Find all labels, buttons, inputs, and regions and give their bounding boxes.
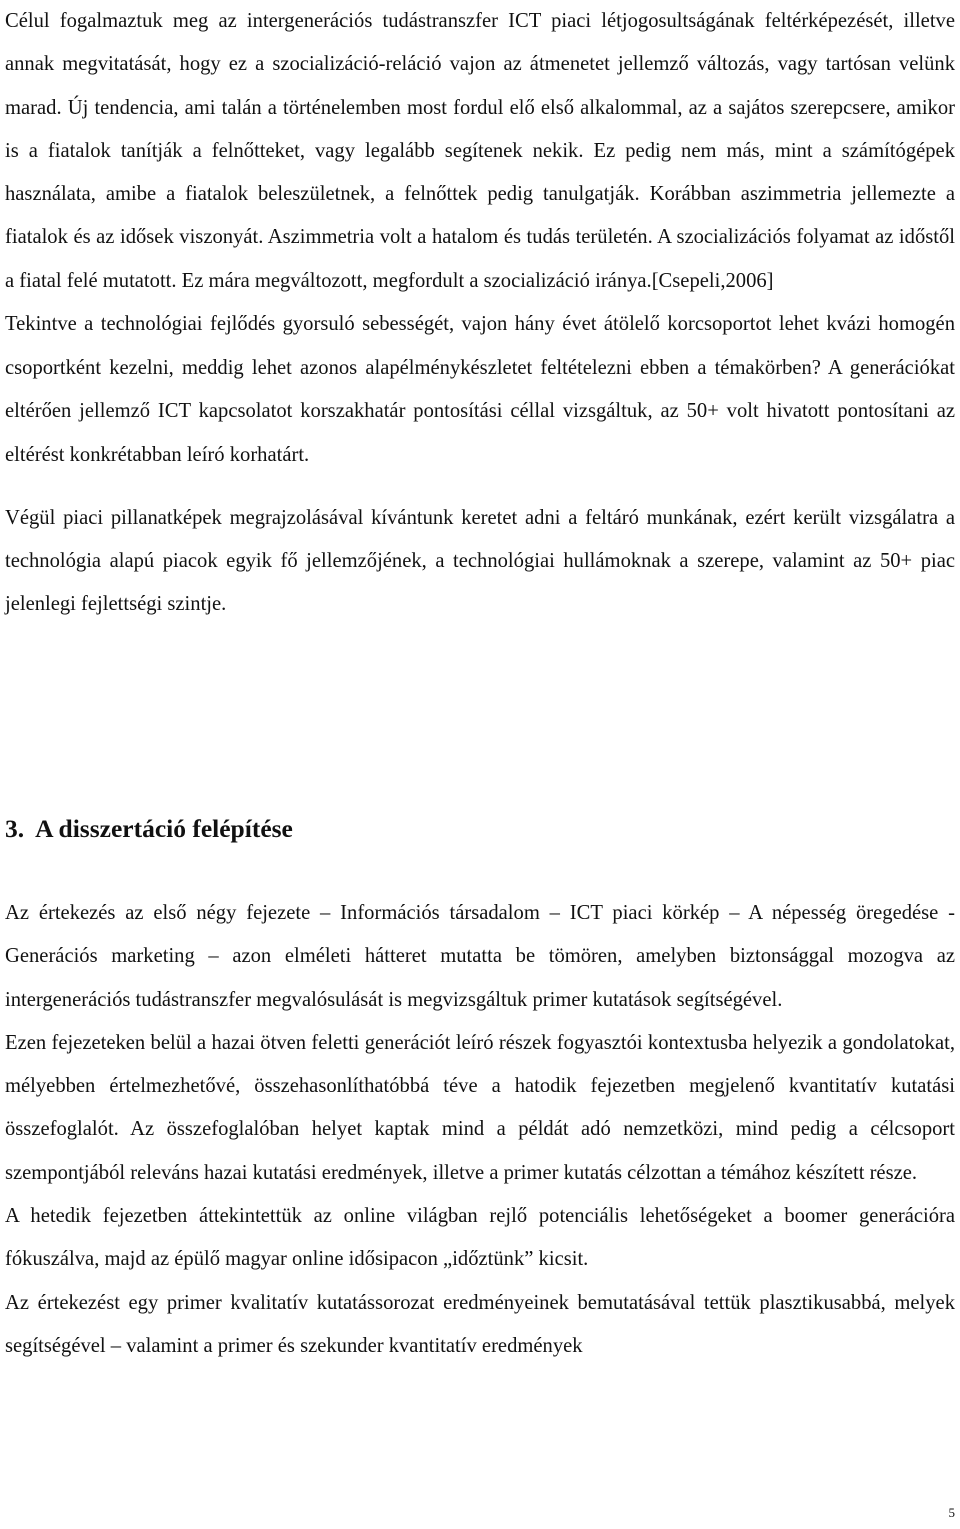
paragraph-qualitative-research: Az értekezést egy primer kvalitatív kutatássorozat eredményeinek bemutatásával tettük plasztikusabbá, melyek segítségével – valamint a primer és szekunder kvantitatív eredmények bbox=[5, 1291, 955, 1357]
document-page bbox=[5, 0, 955, 1357]
paragraph-chapter-context: Ezen fejezeteken belül a hazai ötven feletti generációt leíró részek fogyasztói kontextusba helyezik a gondolatokat, mélyebben értelmezhetővé, összehasonlíthatóbbá téve a hatodik fejezetben megjelenő kvantitatív kutatási összefoglalót. Az összefoglalóban helyet kaptak mind a példát adó nemzetközi, mind pedig a célcsoport szempontjából releváns hazai kutatási eredmények, illetve a primer kutatás célzottan a témához készített része. bbox=[5, 1031, 955, 1184]
paragraph-chapter-seven: A hetedik fejezetben áttekintettük az online világban rejlő potenciális lehetőségeket a boomer generációra fókuszálva, majd az épülő magyar online idősipacon „időztünk” kicsit. bbox=[5, 1205, 955, 1271]
section-title: A disszertáció felépítése bbox=[35, 814, 293, 843]
paragraph-technology-pace: Tekintve a technológiai fejlődés gyorsuló sebességét, vajon hány évet átölelő korcsoportot lehet kvázi homogén csoportként kezelni, meddig lehet azonos alapélménykészletet feltételezni ebben a témakörben? A generációkat eltérően jellemző ICT kapcsolatot korszakhatár pontosítási céllal vizsgáltuk, az 50+ volt hivatott pontosítani az eltérést konkrétabban leíró korhatárt. bbox=[5, 313, 955, 466]
section-heading bbox=[5, 814, 293, 844]
paragraph-structure-overview: Az értekezés az első négy fejezete – Információs társadalom – ICT piaci körkép – A népesség öregedése - Generációs marketing – azon elméleti hátteret mutatta be tömören, amelyben biztonsággal mozogva az intergenerációs tudástranszfer megvalósulását is megvizsgáltuk primer kutatások segítségével. bbox=[5, 902, 955, 1011]
paragraph-goal: Célul fogalmaztuk meg az intergenerációs tudástranszfer ICT piaci létjogosultságának feltérképezését, illetve annak megvitatását, hogy ez a szocializáció-reláció vajon az átmenetet jellemző változás, vagy tartósan velünk marad. Új tendencia, ami talán a történelemben most fordul elő első alkalommal, az a sajátos szerepcsere, amikor is a fiatalok tanítják a felnőtteket, vagy legalább segítenek nekik. Ez pedig nem más, mint a számítógépek használata, amibe a fiatalok beleszületnek, a felnőttek pedig tanulgatják. Korábban aszimmetria jellemezte a fiatalok és az idősek viszonyát. Aszimmetria volt a hatalom és tudás területén. A szocializációs folyamat az időstől a fiatal felé mutatott. Ez mára megváltozott, megfordult a szocializáció iránya.[Csepeli,2006] bbox=[5, 10, 955, 292]
paragraph-market-snapshots: Végül piaci pillanatképek megrajzolásával kívántunk keretet adni a feltáró munkának, ezért került vizsgálatra a technológia alapú piacok egyik fő jellemzőjének, a technológiai hullámoknak a szerepe, valamint az 50+ piac jelenlegi fejlettségi szintje. bbox=[5, 507, 955, 616]
section-body bbox=[5, 892, 955, 1368]
section-number: 3. bbox=[5, 814, 25, 843]
page-number: 5 bbox=[948, 1505, 955, 1520]
